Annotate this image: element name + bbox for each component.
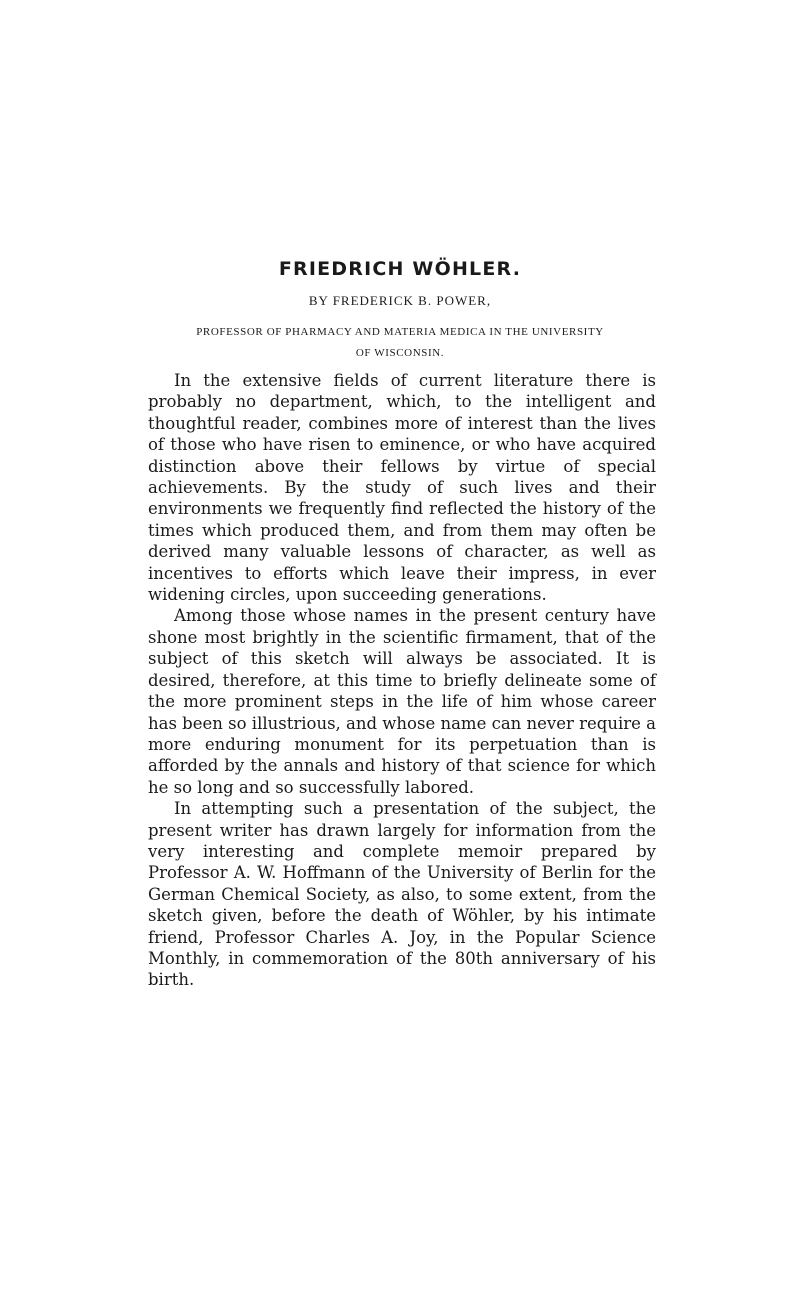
author-affiliation xyxy=(0,322,800,364)
affiliation-line-1: PROFESSOR OF PHARMACY AND MATERIA MEDICA IN THE UNIVERSITY xyxy=(196,326,604,338)
paragraph-1: In the extensive fields of current literature there is probably no department, which, to the intelligent and thoughtful reader, combines more of interest than the lives of those who have risen to eminence, or who have acquired distinction above their fellows by virtue of special achievements. By the study of such lives and their environments we frequently find reflected the history of the times which produced them, and from them may often be derived many valuable lessons of character, as well as incentives to efforts which leave their impress, in ever widening circles, upon succeeding generations. xyxy=(148,371,656,605)
paragraph-3: In attempting such a presentation of the subject, the present writer has drawn largely for information from the very interesting and complete memoir prepared by Professor A. W. Hoffmann of the University of Berlin for the German Chemical Society, as also, to some extent, from the sketch given, before the death of Wöhler, by his intimate friend, Professor Charles A. Joy, in the Popular Science Monthly, in commemoration of the 80th anniversary of his birth. xyxy=(148,799,656,990)
author-byline: BY FREDERICK B. POWER, xyxy=(308,293,492,308)
article-body xyxy=(148,370,656,991)
article-title: FRIEDRICH WÖHLER. xyxy=(278,258,522,280)
paragraph-2: Among those whose names in the present century have shone most brightly in the scientific firmament, that of the subject of this sketch will always be associated. It is desired, therefore, at this time to briefly delineate some of the more prominent steps in the life of him whose career has been so illustrious, and whose name can never require a more enduring monument for its perpetuation than is afforded by the annals and history of that science for which he so long and so successfully labored. xyxy=(148,606,656,797)
affiliation-line-2: OF WISCONSIN. xyxy=(355,347,445,359)
